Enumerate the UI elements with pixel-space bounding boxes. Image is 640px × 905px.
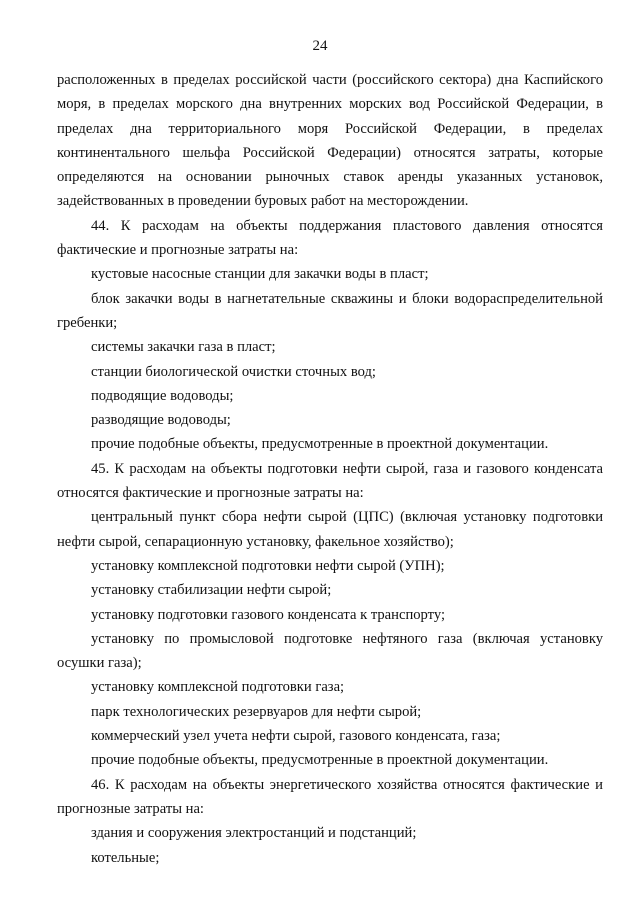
list-item: станции биологической очистки сточных вод; bbox=[91, 363, 376, 380]
paragraph-item-46: 46. К расходам на объекты энергетического хозяйства относятся фактические и прогнозные затраты на: bbox=[57, 776, 603, 817]
paragraph-item-44: 44. К расходам на объекты поддержания пластового давления относятся фактические и прогнозные затраты на: bbox=[57, 217, 603, 259]
list-item: установку подготовки газового конденсата к транспорту; bbox=[91, 606, 446, 623]
list-item: блок закачки воды в нагнетательные скважины и блоки водораспределительной гребенки; bbox=[57, 290, 603, 331]
list-item: здания и сооружения электростанций и подстанций; bbox=[91, 825, 417, 842]
list-item: центральный пункт сбора нефти сырой (ЦПС) (включая установку подготовки нефти сырой, сепарационную установку, факельное хозяйство); bbox=[57, 509, 603, 550]
page-number: 24 bbox=[312, 38, 328, 54]
list-item: прочие подобные объекты, предусмотренные в проектной документации. bbox=[91, 752, 549, 769]
list-item: установку комплексной подготовки нефти сырой (УПН); bbox=[91, 557, 445, 574]
list-item: подводящие водоводы; bbox=[91, 387, 234, 404]
list-item: установку комплексной подготовки газа; bbox=[91, 679, 345, 696]
list-item: установку по промысловой подготовке нефтяного газа (включая установку осушки газа); bbox=[57, 630, 603, 672]
list-item: коммерческий узел учета нефти сырой, газового конденсата, газа; bbox=[91, 728, 501, 745]
list-item: разводящие водоводы; bbox=[91, 412, 231, 429]
paragraph-item-45: 45. К расходам на объекты подготовки нефти сырой, газа и газового конденсата относятся фактические и прогнозные затраты на: bbox=[57, 460, 603, 502]
list-item: установку стабилизации нефти сырой; bbox=[91, 582, 332, 599]
list-item: котельные; bbox=[91, 849, 160, 866]
list-item: прочие подобные объекты, предусмотренные в проектной документации. bbox=[91, 436, 549, 453]
list-item: парк технологических резервуаров для нефти сырой; bbox=[91, 703, 422, 720]
list-item: кустовые насосные станции для закачки воды в пласт; bbox=[91, 266, 429, 283]
list-item: системы закачки газа в пласт; bbox=[91, 339, 276, 356]
document-body bbox=[57, 68, 603, 870]
paragraph-continuation: расположенных в пределах российской части (российского сектора) дна Каспийского моря, в пределах морского дна внутренних морских вод Российской Федерации, в пределах дна территориального моря Российской Федерации, в пределах континентального шельфа Российской Федерации) относятся затраты, которые определяются на основании рыночных ставок аренды указанных установок, задействованных в проведении буровых работ на месторождении. bbox=[57, 72, 603, 210]
